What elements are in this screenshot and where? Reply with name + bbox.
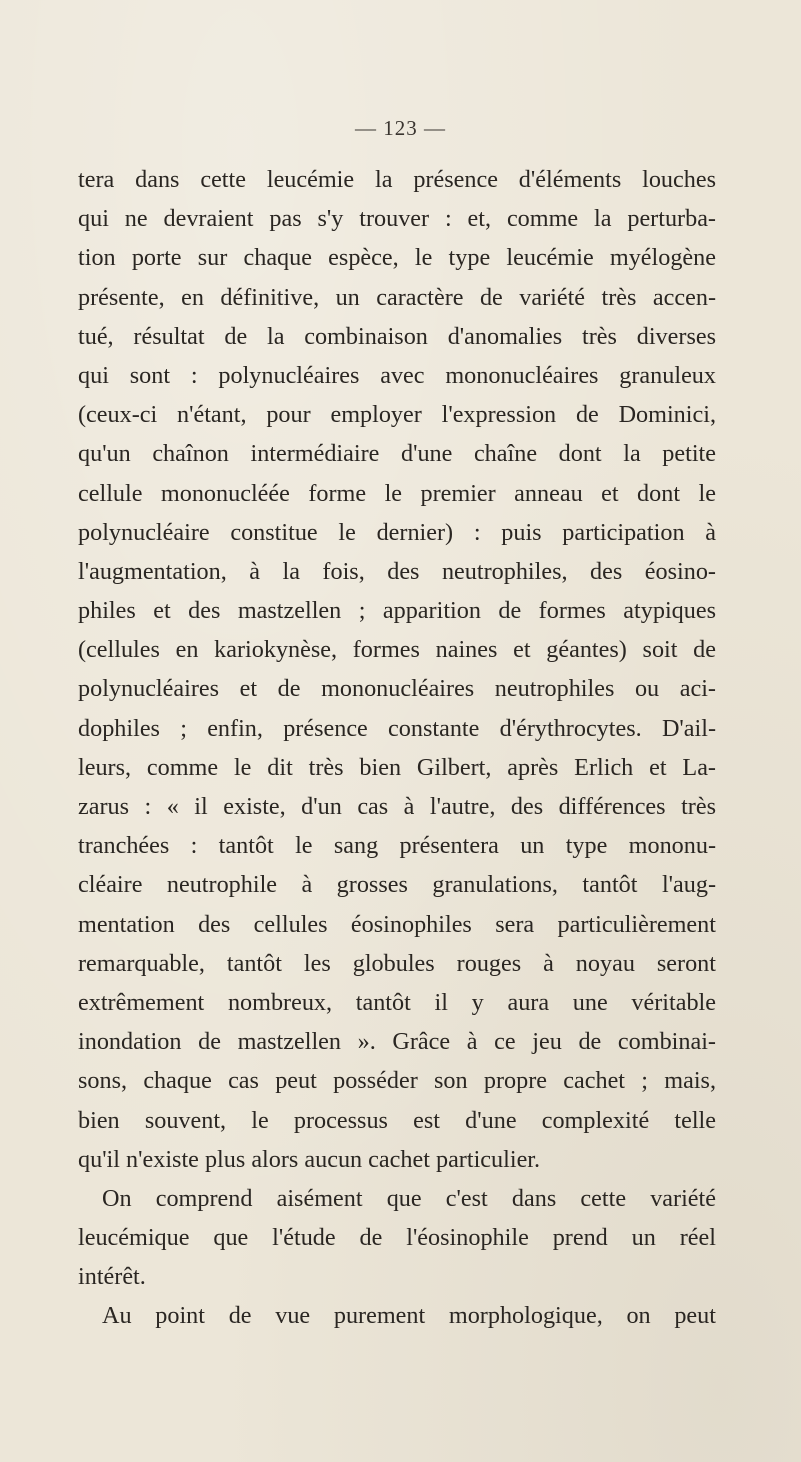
text-line: remarquable, tantôt les globules rouges à noyau seront: [78, 949, 716, 977]
text-line: leucémique que l'étude de l'éosinophile prend un réel: [78, 1224, 716, 1252]
text-line: mentation des cellules éosinophiles sera particulièrement: [78, 910, 716, 938]
text-line: dophiles ; enfin, présence constante d'érythrocytes. D'ail-: [78, 714, 716, 742]
text-line: extrêmement nombreux, tantôt il y aura une véritable: [78, 988, 716, 1016]
text-line: qui sont : polynucléaires avec mononucléaires granuleux: [78, 361, 716, 389]
text-line: présente, en définitive, un caractère de variété très accen-: [78, 283, 716, 311]
text-line: philes et des mastzellen ; apparition de formes atypiques: [78, 597, 716, 625]
text-line: bien souvent, le processus est d'une complexité telle: [78, 1106, 716, 1134]
text-line: polynucléaire constitue le dernier) : puis participation à: [78, 518, 716, 546]
text-line: cellule mononucléée forme le premier anneau et dont le: [78, 479, 716, 507]
text-line: tranchées : tantôt le sang présentera un type mononu-: [78, 832, 716, 860]
text-line: intérêt.: [78, 1263, 146, 1291]
body-text: [78, 160, 716, 1336]
text-line: On comprend aisément que c'est dans cette variété: [102, 1184, 716, 1212]
text-line: inondation de mastzellen ». Grâce à ce jeu de combinai-: [78, 1028, 716, 1056]
text-line: leurs, comme le dit très bien Gilbert, après Erlich et La-: [78, 753, 716, 781]
text-line: sons, chaque cas peut posséder son propre cachet ; mais,: [78, 1067, 716, 1095]
text-line: tué, résultat de la combinaison d'anomalies très diverses: [78, 322, 716, 350]
text-line: tera dans cette leucémie la présence d'éléments louches: [78, 166, 716, 193]
text-line: cléaire neutrophile à grosses granulations, tantôt l'aug-: [78, 871, 716, 899]
text-line: qu'il n'existe plus alors aucun cachet particulier.: [78, 1145, 541, 1173]
text-line: polynucléaires et de mononucléaires neutrophiles ou aci-: [78, 675, 716, 703]
text-line: tion porte sur chaque espèce, le type leucémie myélogène: [78, 244, 716, 272]
text-line: (ceux-ci n'étant, pour employer l'expression de Dominici,: [78, 401, 716, 429]
text-line: Au point de vue purement morphologique, on peut: [102, 1302, 716, 1330]
text-line: (cellules en kariokynèse, formes naines et géantes) soit de: [78, 636, 716, 664]
text-line: qui ne devraient pas s'y trouver : et, comme la perturba-: [78, 205, 716, 233]
text-line: qu'un chaînon intermédiaire d'une chaîne dont la petite: [78, 440, 716, 468]
text-line: l'augmentation, à la fois, des neutrophiles, des éosino-: [78, 557, 716, 585]
text-line: zarus : « il existe, d'un cas à l'autre, des différences très: [78, 793, 716, 820]
page-number: — 123 —: [355, 116, 446, 140]
